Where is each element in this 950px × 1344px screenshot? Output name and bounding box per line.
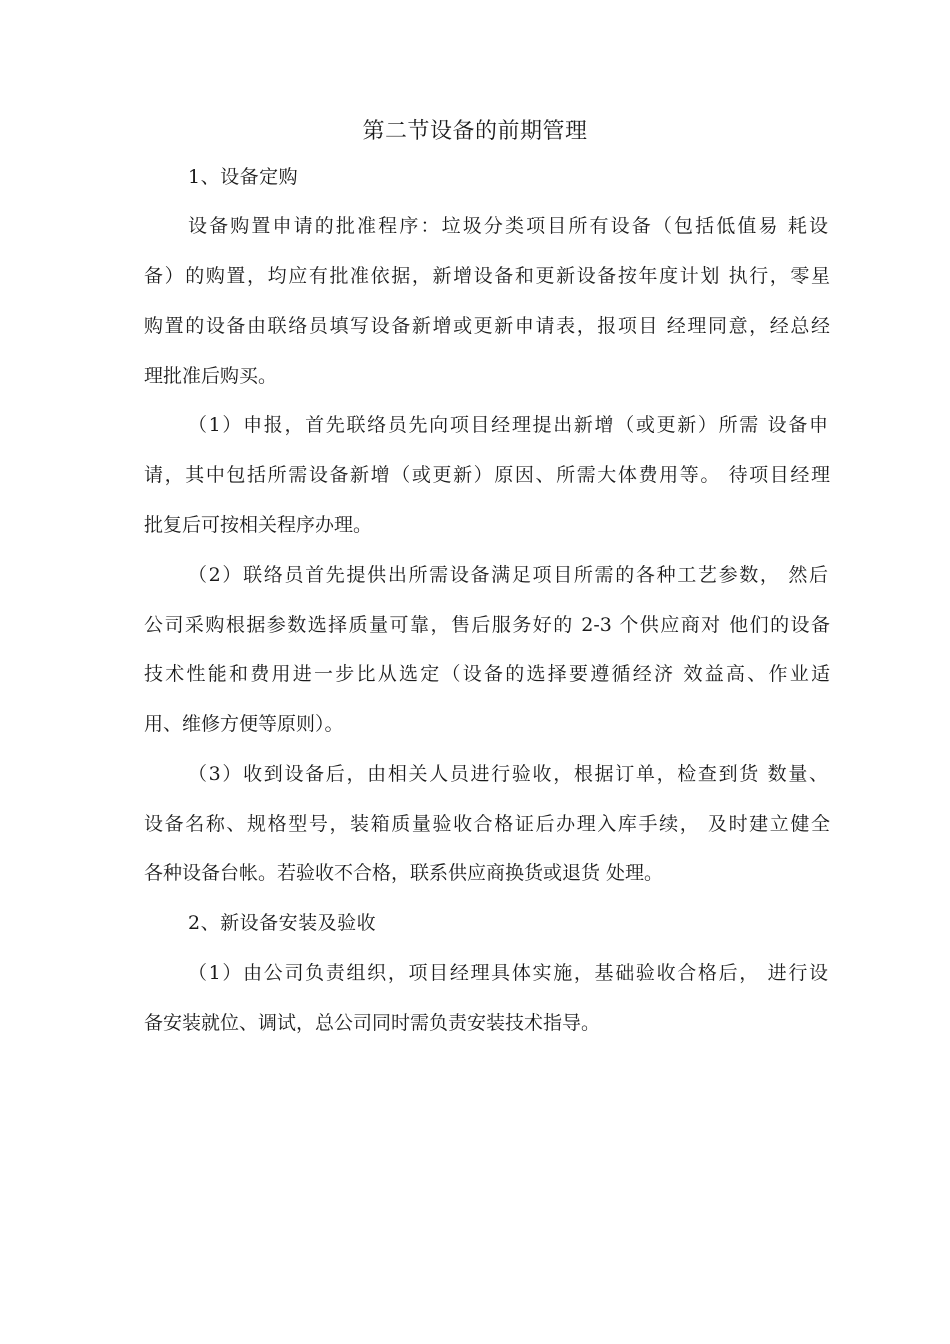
paragraph-line: 技术性能和费用进一步比从选定（设备的选择要遵循经济 效益高、作业适 <box>144 663 830 685</box>
paragraph-line: 设备名称、规格型号，装箱质量验收合格证后办理入库手续， 及时建立健全 <box>144 813 830 835</box>
paragraph-line: 理批准后购买。 <box>144 365 278 387</box>
paragraph-line: （1）申报，首先联络员先向项目经理提出新增（或更新）所需 设备申 <box>188 414 828 436</box>
paragraph-line: 各种设备台帐。若验收不合格，联系供应商换货或退货 处理。 <box>144 862 664 884</box>
paragraph-line: 购置的设备由联络员填写设备新增或更新申请表，报项目 经理同意，经总经 <box>144 315 830 337</box>
paragraph-line: 请，其中包括所需设备新增（或更新）原因、所需大体费用等。 待项目经理 <box>144 464 830 486</box>
paragraph-line: 公司采购根据参数选择质量可靠，售后服务好的 2-3 个供应商对 他们的设备 <box>144 614 830 636</box>
paragraph-line: （2）联络员首先提供出所需设备满足项目所需的各种工艺参数， 然后 <box>188 564 828 586</box>
paragraph-line: （1）由公司负责组织，项目经理具体实施，基础验收合格后， 进行设 <box>188 962 828 984</box>
page-title: 第二节设备的前期管理 <box>362 119 588 144</box>
paragraph-line: （3）收到设备后，由相关人员进行验收，根据订单，检查到货 数量、 <box>188 763 828 785</box>
paragraph-line: 备）的购置，均应有批准依据，新增设备和更新设备按年度计划 执行，零星 <box>144 265 830 287</box>
paragraph-line: 批复后可按相关程序办理。 <box>144 514 373 536</box>
section-heading-2: 2、新设备安装及验收 <box>188 912 377 934</box>
paragraph-line: 备安装就位、调试，总公司同时需负责安装技术指导。 <box>144 1012 601 1034</box>
section-heading-1: 1、设备定购 <box>188 166 299 188</box>
paragraph-line: 用、维修方便等原则）。 <box>144 713 344 735</box>
paragraph-line: 设备购置申请的批准程序：垃圾分类项目所有设备（包括低值易 耗设 <box>188 215 828 237</box>
